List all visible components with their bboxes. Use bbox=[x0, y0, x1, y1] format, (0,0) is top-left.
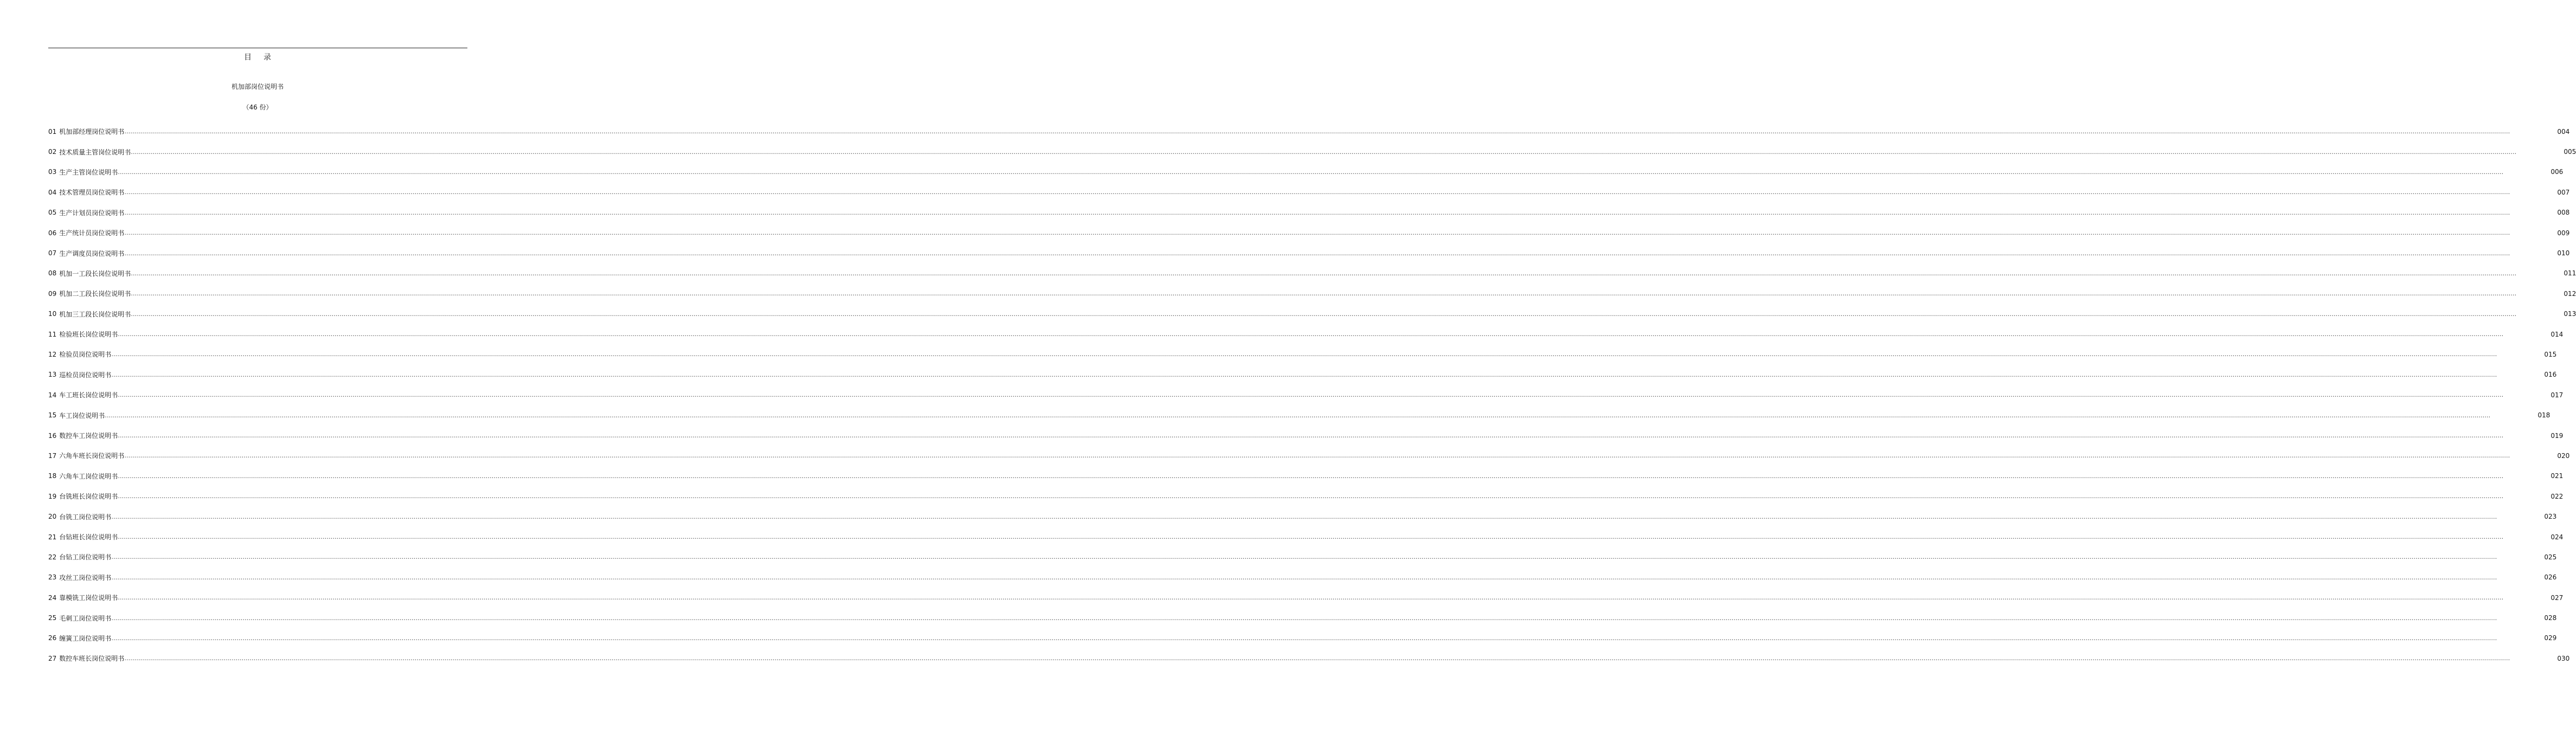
toc-entry-page-number: 019 bbox=[2551, 431, 2564, 440]
toc-entry-number: 19 bbox=[48, 492, 57, 500]
toc-entry[interactable] bbox=[48, 466, 2564, 486]
document-subtitle: 机加部岗位说明书 bbox=[231, 83, 284, 91]
toc-entry[interactable] bbox=[48, 506, 2557, 526]
toc-entry[interactable] bbox=[48, 344, 2557, 364]
toc-entry-title: 数控车班长岗位说明书 bbox=[59, 655, 125, 663]
toc-entry[interactable] bbox=[48, 648, 2570, 668]
toc-entry[interactable] bbox=[48, 588, 2564, 608]
toc-entry-title: 机加三工段长岗位说明书 bbox=[59, 310, 131, 318]
toc-leader-dots: ………………………………………………………………………………………………………………………………………………………………………………………………………………………………………………………………………………………………………………………………………………………………………………………………………………………………………………………………………………………………………………………………………………………………………………………………………………………………………………………………………………………………………………………………………………………………………………………………………………………………………………………………………………………………………………………………………………………………………………………………………………………………………………………………………………………………………… bbox=[111, 513, 2497, 520]
toc-entry-title: 检验班长岗位说明书 bbox=[59, 331, 118, 339]
toc-entry-title: 六角车工岗位说明书 bbox=[59, 472, 118, 480]
toc-entry-number: 11 bbox=[48, 330, 57, 338]
toc-entry-title: 技术管理员岗位说明书 bbox=[59, 189, 125, 197]
toc-entry-number: 05 bbox=[48, 209, 57, 217]
toc-leader-dots: ………………………………………………………………………………………………………………………………………………………………………………………………………………………………………………………………………………………………………………………………………………………………………………………………………………………………………………………………………………………………………………………………………………………………………………………………………………………………………………………………………………………………………………………………………………………………………………………………………………………………………………………………………………………………………………………………………………………………………………………………………………………………………………………………………………………………………… bbox=[124, 229, 2510, 237]
toc-leader-dots: ………………………………………………………………………………………………………………………………………………………………………………………………………………………………………………………………………………………………………………………………………………………………………………………………………………………………………………………………………………………………………………………………………………………………………………………………………………………………………………………………………………………………………………………………………………………………………………………………………………………………………………………………………………………………………………………………………………………………………………………………………………………………………………………………………………………………………… bbox=[111, 573, 2497, 581]
toc-entry-page-number: 006 bbox=[2551, 168, 2564, 176]
toc-entry-title: 台钻班长岗位说明书 bbox=[59, 533, 118, 541]
toc-entry-title: 毛刺工岗位说明书 bbox=[59, 614, 112, 622]
toc-entry-number: 20 bbox=[48, 513, 57, 521]
toc-entry[interactable] bbox=[48, 385, 2564, 405]
toc-leader-dots: ………………………………………………………………………………………………………………………………………………………………………………………………………………………………………………………………………………………………………………………………………………………………………………………………………………………………………………………………………………………………………………………………………………………………………………………………………………………………………………………………………………………………………………………………………………………………………………………………………………………………………………………………………………………………………………………………………………………………………………………………………………………………………………………………………………………………………… bbox=[118, 594, 2504, 602]
toc-entry-title: 生产统计员岗位说明书 bbox=[59, 229, 125, 237]
toc-entry-page-number: 020 bbox=[2557, 451, 2570, 460]
toc-entry[interactable] bbox=[48, 446, 2570, 466]
toc-entry-number: 22 bbox=[48, 553, 57, 561]
toc-entry-number: 14 bbox=[48, 391, 57, 399]
toc-entry-page-number: 024 bbox=[2551, 533, 2564, 541]
toc-entry-page-number: 018 bbox=[2538, 411, 2551, 420]
toc-entry-page-number: 012 bbox=[2564, 289, 2576, 298]
toc-leader-dots: ………………………………………………………………………………………………………………………………………………………………………………………………………………………………………………………………………………………………………………………………………………………………………………………………………………………………………………………………………………………………………………………………………………………………………………………………………………………………………………………………………………………………………………………………………………………………………………………………………………………………………………………………………………………………………………………………………………………………………………………………………………………………………………………………………………………………………… bbox=[111, 371, 2497, 378]
toc-entry-title: 机加一工段长岗位说明书 bbox=[59, 269, 131, 278]
toc-leader-dots: ………………………………………………………………………………………………………………………………………………………………………………………………………………………………………………………………………………………………………………………………………………………………………………………………………………………………………………………………………………………………………………………………………………………………………………………………………………………………………………………………………………………………………………………………………………………………………………………………………………………………………………………………………………………………………………………………………………………………………………………………………………………………………………………………………………………………………… bbox=[131, 269, 2517, 277]
toc-entry-number: 18 bbox=[48, 472, 57, 480]
toc-entry-title: 巡检员岗位说明书 bbox=[59, 371, 112, 379]
toc-leader-dots: ………………………………………………………………………………………………………………………………………………………………………………………………………………………………………………………………………………………………………………………………………………………………………………………………………………………………………………………………………………………………………………………………………………………………………………………………………………………………………………………………………………………………………………………………………………………………………………………………………………………………………………………………………………………………………………………………………………………………………………………………………………………………………………………………………………………………………… bbox=[111, 634, 2497, 642]
toc-leader-dots: ………………………………………………………………………………………………………………………………………………………………………………………………………………………………………………………………………………………………………………………………………………………………………………………………………………………………………………………………………………………………………………………………………………………………………………………………………………………………………………………………………………………………………………………………………………………………………………………………………………………………………………………………………………………………………………………………………………………………………………………………………………………………………………………………………………………………………… bbox=[118, 391, 2504, 399]
toc-entry-number: 21 bbox=[48, 533, 57, 541]
toc-leader-dots: ………………………………………………………………………………………………………………………………………………………………………………………………………………………………………………………………………………………………………………………………………………………………………………………………………………………………………………………………………………………………………………………………………………………………………………………………………………………………………………………………………………………………………………………………………………………………………………………………………………………………………………………………………………………………………………………………………………………………………………………………………………………………………………………………………………………………………… bbox=[124, 249, 2510, 257]
toc-entry[interactable] bbox=[48, 223, 2570, 243]
toc-entry-page-number: 028 bbox=[2544, 614, 2557, 622]
document-count: （46 份） bbox=[242, 104, 273, 111]
toc-entry[interactable] bbox=[48, 567, 2557, 588]
toc-entry-number: 03 bbox=[48, 168, 57, 176]
toc-entry-page-number: 027 bbox=[2551, 593, 2564, 602]
toc-leader-dots: ………………………………………………………………………………………………………………………………………………………………………………………………………………………………………………………………………………………………………………………………………………………………………………………………………………………………………………………………………………………………………………………………………………………………………………………………………………………………………………………………………………………………………………………………………………………………………………………………………………………………………………………………………………………………………………………………………………………………………………………………………………………………………………………………………………………………………… bbox=[124, 209, 2510, 216]
toc-entry-number: 04 bbox=[48, 188, 57, 196]
toc-entry[interactable] bbox=[48, 405, 2551, 425]
toc-entry-page-number: 016 bbox=[2544, 371, 2557, 379]
toc-entry-page-number: 015 bbox=[2544, 350, 2557, 358]
toc-entry-title: 台铣工岗位说明书 bbox=[59, 513, 112, 521]
toc-entry-number: 24 bbox=[48, 593, 57, 602]
toc-entry-title: 车工班长岗位说明书 bbox=[59, 391, 118, 399]
toc-entry[interactable] bbox=[48, 628, 2557, 648]
toc-entry[interactable] bbox=[48, 182, 2570, 202]
page-title: 目录 bbox=[244, 53, 283, 62]
toc-leader-dots: ………………………………………………………………………………………………………………………………………………………………………………………………………………………………………………………………………………………………………………………………………………………………………………………………………………………………………………………………………………………………………………………………………………………………………………………………………………………………………………………………………………………………………………………………………………………………………………………………………………………………………………………………………………………………………………………………………………………………………………………………………………………………………………………………………………………………………… bbox=[131, 290, 2517, 298]
toc-entry-number: 09 bbox=[48, 289, 57, 298]
toc-entry[interactable] bbox=[48, 304, 2576, 324]
toc-entry-page-number: 026 bbox=[2544, 573, 2557, 582]
toc-entry-page-number: 022 bbox=[2551, 492, 2564, 500]
toc-entry-number: 06 bbox=[48, 229, 57, 237]
toc-entry-title: 生产主管岗位说明书 bbox=[59, 168, 118, 176]
toc-entry[interactable] bbox=[48, 243, 2570, 263]
toc-leader-dots: ………………………………………………………………………………………………………………………………………………………………………………………………………………………………………………………………………………………………………………………………………………………………………………………………………………………………………………………………………………………………………………………………………………………………………………………………………………………………………………………………………………………………………………………………………………………………………………………………………………………………………………………………………………………………………………………………………………………………………………………………………………………………………………………………………………………………………… bbox=[111, 351, 2497, 358]
toc-leader-dots: ………………………………………………………………………………………………………………………………………………………………………………………………………………………………………………………………………………………………………………………………………………………………………………………………………………………………………………………………………………………………………………………………………………………………………………………………………………………………………………………………………………………………………………………………………………………………………………………………………………………………………………………………………………………………………………………………………………………………………………………………………………………………………………………………………………………………………… bbox=[118, 533, 2504, 540]
toc-leader-dots: ………………………………………………………………………………………………………………………………………………………………………………………………………………………………………………………………………………………………………………………………………………………………………………………………………………………………………………………………………………………………………………………………………………………………………………………………………………………………………………………………………………………………………………………………………………………………………………………………………………………………………………………………………………………………………………………………………………………………………………………………………………………………………………………………………………………………………… bbox=[111, 614, 2497, 622]
toc-leader-dots: ………………………………………………………………………………………………………………………………………………………………………………………………………………………………………………………………………………………………………………………………………………………………………………………………………………………………………………………………………………………………………………………………………………………………………………………………………………………………………………………………………………………………………………………………………………………………………………………………………………………………………………………………………………………………………………………………………………………………………………………………………………………………………………………………………………………………………… bbox=[124, 189, 2510, 196]
toc-entry-page-number: 025 bbox=[2544, 553, 2557, 561]
toc-entry-page-number: 023 bbox=[2544, 513, 2557, 521]
toc-entry-page-number: 011 bbox=[2564, 269, 2576, 278]
toc-entry-title: 数控车工岗位说明书 bbox=[59, 432, 118, 440]
toc-entry-number: 16 bbox=[48, 431, 57, 440]
toc-entry-title: 攻丝工岗位说明书 bbox=[59, 573, 112, 582]
toc-entry[interactable] bbox=[48, 162, 2564, 182]
toc-entry[interactable] bbox=[48, 324, 2564, 344]
toc-entry-title: 机加二工段长岗位说明书 bbox=[59, 290, 131, 298]
toc-entry-title: 生产计划员岗位说明书 bbox=[59, 209, 125, 217]
toc-entry-page-number: 007 bbox=[2557, 188, 2570, 196]
toc-leader-dots: ………………………………………………………………………………………………………………………………………………………………………………………………………………………………………………………………………………………………………………………………………………………………………………………………………………………………………………………………………………………………………………………………………………………………………………………………………………………………………………………………………………………………………………………………………………………………………………………………………………………………………………………………………………………………………………………………………………………………………………………………………………………………………………………………………………………………………… bbox=[124, 655, 2510, 662]
toc-entry-page-number: 029 bbox=[2544, 634, 2557, 642]
toc-leader-dots: ………………………………………………………………………………………………………………………………………………………………………………………………………………………………………………………………………………………………………………………………………………………………………………………………………………………………………………………………………………………………………………………………………………………………………………………………………………………………………………………………………………………………………………………………………………………………………………………………………………………………………………………………………………………………………………………………………………………………………………………………………………………………………………………………………………………………………… bbox=[131, 148, 2517, 156]
toc-leader-dots: ………………………………………………………………………………………………………………………………………………………………………………………………………………………………………………………………………………………………………………………………………………………………………………………………………………………………………………………………………………………………………………………………………………………………………………………………………………………………………………………………………………………………………………………………………………………………………………………………………………………………………………………………………………………………………………………………………………………………………………………………………………………………………………………………………………………………………… bbox=[124, 128, 2510, 136]
toc-leader-dots: ………………………………………………………………………………………………………………………………………………………………………………………………………………………………………………………………………………………………………………………………………………………………………………………………………………………………………………………………………………………………………………………………………………………………………………………………………………………………………………………………………………………………………………………………………………………………………………………………………………………………………………………………………………………………………………………………………………………………………………………………………………………………………………………………………………………………………… bbox=[118, 432, 2504, 440]
toc-entry[interactable] bbox=[48, 608, 2557, 628]
toc-entry-number: 23 bbox=[48, 573, 57, 582]
toc-entry-number: 17 bbox=[48, 451, 57, 460]
toc-entry-number: 12 bbox=[48, 350, 57, 358]
toc-entry-page-number: 008 bbox=[2557, 209, 2570, 217]
toc-entry-page-number: 021 bbox=[2551, 472, 2564, 480]
toc-entry-title: 生产调度员岗位说明书 bbox=[59, 249, 125, 257]
toc-entry[interactable] bbox=[48, 425, 2564, 446]
toc-leader-dots: ………………………………………………………………………………………………………………………………………………………………………………………………………………………………………………………………………………………………………………………………………………………………………………………………………………………………………………………………………………………………………………………………………………………………………………………………………………………………………………………………………………………………………………………………………………………………………………………………………………………………………………………………………………………………………………………………………………………………………………………………………………………………………………………………………………………………………… bbox=[118, 168, 2504, 176]
toc-entry-title: 机加部经理岗位说明书 bbox=[59, 128, 125, 136]
toc-entry-title: 台钻工岗位说明书 bbox=[59, 553, 112, 562]
toc-entry-number: 02 bbox=[48, 148, 57, 156]
toc-entry-page-number: 005 bbox=[2564, 148, 2576, 156]
toc-entry-page-number: 009 bbox=[2557, 229, 2570, 237]
toc-entry-title: 车工岗位说明书 bbox=[59, 411, 105, 420]
toc-entry-page-number: 010 bbox=[2557, 249, 2570, 257]
toc-entry-number: 01 bbox=[48, 127, 57, 136]
toc-leader-dots: ………………………………………………………………………………………………………………………………………………………………………………………………………………………………………………………………………………………………………………………………………………………………………………………………………………………………………………………………………………………………………………………………………………………………………………………………………………………………………………………………………………………………………………………………………………………………………………………………………………………………………………………………………………………………………………………………………………………………………………………………………………………………………………………………………………………………………… bbox=[118, 331, 2504, 338]
toc-entry[interactable] bbox=[48, 203, 2570, 223]
toc-entry[interactable] bbox=[48, 527, 2564, 547]
toc-entry-number: 13 bbox=[48, 371, 57, 379]
toc-leader-dots: ………………………………………………………………………………………………………………………………………………………………………………………………………………………………………………………………………………………………………………………………………………………………………………………………………………………………………………………………………………………………………………………………………………………………………………………………………………………………………………………………………………………………………………………………………………………………………………………………………………………………………………………………………………………………………………………………………………………………………………………………………………………………………………………………………………………………………… bbox=[118, 493, 2504, 500]
toc-leader-dots: ………………………………………………………………………………………………………………………………………………………………………………………………………………………………………………………………………………………………………………………………………………………………………………………………………………………………………………………………………………………………………………………………………………………………………………………………………………………………………………………………………………………………………………………………………………………………………………………………………………………………………………………………………………………………………………………………………………………………………………………………………………………………………………………………………………………………………… bbox=[124, 452, 2510, 460]
toc-entry[interactable] bbox=[48, 547, 2557, 567]
toc-entry[interactable] bbox=[48, 121, 2570, 141]
toc-entry[interactable] bbox=[48, 365, 2557, 385]
toc-entry[interactable] bbox=[48, 486, 2564, 506]
toc-entry[interactable] bbox=[48, 263, 2576, 283]
toc-entry-title: 靠模铣工岗位说明书 bbox=[59, 594, 118, 602]
toc-entry-number: 07 bbox=[48, 249, 57, 257]
toc-entry-title: 技术质量主管岗位说明书 bbox=[59, 148, 131, 156]
toc-leader-dots: ………………………………………………………………………………………………………………………………………………………………………………………………………………………………………………………………………………………………………………………………………………………………………………………………………………………………………………………………………………………………………………………………………………………………………………………………………………………………………………………………………………………………………………………………………………………………………………………………………………………………………………………………………………………………………………………………………………………………………………………………………………………………………………………………………………………………………… bbox=[111, 553, 2497, 561]
toc-entry-page-number: 030 bbox=[2557, 654, 2570, 662]
toc-entry-page-number: 004 bbox=[2557, 127, 2570, 136]
toc-entry-title: 检验员岗位说明书 bbox=[59, 351, 112, 359]
toc-entry-number: 15 bbox=[48, 411, 57, 420]
toc-entry-page-number: 013 bbox=[2564, 310, 2576, 318]
toc-leader-dots: ………………………………………………………………………………………………………………………………………………………………………………………………………………………………………………………………………………………………………………………………………………………………………………………………………………………………………………………………………………………………………………………………………………………………………………………………………………………………………………………………………………………………………………………………………………………………………………………………………………………………………………………………………………………………………………………………………………………………………………………………………………………………………………………………………………………………………… bbox=[118, 472, 2504, 480]
toc-entry-number: 27 bbox=[48, 654, 57, 662]
toc-entry[interactable] bbox=[48, 283, 2576, 304]
toc-entry-page-number: 014 bbox=[2551, 330, 2564, 338]
toc-entry-number: 10 bbox=[48, 310, 57, 318]
toc-leader-dots: ………………………………………………………………………………………………………………………………………………………………………………………………………………………………………………………………………………………………………………………………………………………………………………………………………………………………………………………………………………………………………………………………………………………………………………………………………………………………………………………………………………………………………………………………………………………………………………………………………………………………………………………………………………………………………………………………………………………………………………………………………………………………………………………………………………………………………… bbox=[131, 310, 2517, 318]
toc-entry-title: 六角车班长岗位说明书 bbox=[59, 452, 125, 460]
toc-entry[interactable] bbox=[48, 141, 2576, 162]
table-of-contents bbox=[48, 121, 2576, 669]
toc-entry-page-number: 017 bbox=[2551, 391, 2564, 399]
toc-entry-number: 25 bbox=[48, 614, 57, 622]
toc-entry-title: 缠簧工岗位说明书 bbox=[59, 634, 112, 642]
toc-entry-number: 26 bbox=[48, 634, 57, 642]
toc-entry-title: 台铣班长岗位说明书 bbox=[59, 493, 118, 501]
toc-leader-dots: ………………………………………………………………………………………………………………………………………………………………………………………………………………………………………………………………………………………………………………………………………………………………………………………………………………………………………………………………………………………………………………………………………………………………………………………………………………………………………………………………………………………………………………………………………………………………………………………………………………………………………………………………………………………………………………………………………………………………………………………………………………………………………………………………………………………………………… bbox=[105, 411, 2491, 419]
toc-entry-number: 08 bbox=[48, 269, 57, 278]
